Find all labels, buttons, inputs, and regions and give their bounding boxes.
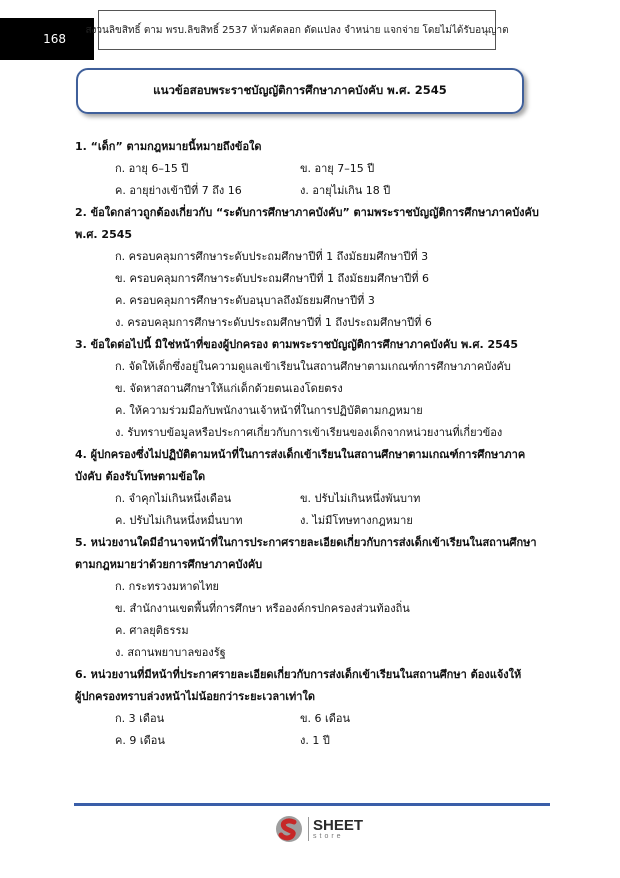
option-d: ง. ครอบคลุมการศึกษาระดับประถมศึกษาปีที่ 1 ถึงประถมศึกษาปีที่ 6 — [115, 316, 432, 329]
option-b: ข. จัดหาสถานศึกษาให้แก่เด็กด้วยตนเองโดยตรง — [115, 382, 343, 395]
option-row — [75, 180, 540, 202]
question-4 — [75, 444, 540, 532]
question-1 — [75, 136, 540, 202]
option-row — [75, 488, 540, 510]
option-b: ข. ครอบคลุมการศึกษาระดับประถมศึกษาปีที่ 1 ถึงมัธยมศึกษาปีที่ 6 — [115, 272, 429, 285]
title-box — [76, 68, 524, 114]
question-stem: 1. “เด็ก” ตามกฎหมายนี้หมายถึงข้อใด — [75, 140, 262, 153]
option-a: ก. กระทรวงมหาดไทย — [115, 580, 219, 593]
option-d: ง. รับทราบข้อมูลหรือประกาศเกี่ยวกับการเข้าเรียนของเด็กจากหน่วยงานที่เกี่ยวข้อง — [115, 426, 503, 439]
question-stem-cont: ผู้ปกครองทราบล่วงหน้าไม่น้อยกว่าระยะเวลาเท่าใด — [75, 690, 315, 703]
option-d: ง. อายุไม่เกิน 18 ปี — [300, 184, 391, 197]
copyright-text: สงวนลิขสิทธิ์ ตาม พรบ.ลิขสิทธิ์ 2537 ห้ามคัดลอก ดัดแปลง จำหน่าย แจกจ่าย โดยไม่ได้รับอนุญาต — [85, 24, 509, 36]
option-a: ก. อายุ 6–15 ปี — [115, 162, 189, 175]
logo-divider — [308, 817, 309, 841]
option-row — [75, 158, 540, 180]
option-d: ง. 1 ปี — [300, 734, 330, 747]
s-logo-icon — [274, 814, 304, 844]
question-stem: 5. หน่วยงานใดมีอำนาจหน้าที่ในการประกาศรายละเอียดเกี่ยวกับการส่งเด็กเข้าเรียนในสถานศึกษา — [75, 536, 537, 549]
logo-text — [313, 818, 363, 840]
question-stem: 3. ข้อใดต่อไปนี้ มิใช่หน้าที่ของผู้ปกครอง ตามพระราชบัญญัติการศึกษาภาคบังคับ พ.ศ. 2545 — [75, 338, 519, 351]
question-stem-cont: พ.ศ. 2545 — [75, 228, 133, 241]
page-number-box — [0, 18, 94, 60]
option-b: ข. ปรับไม่เกินหนึ่งพันบาท — [300, 492, 421, 505]
option-c: ค. ครอบคลุมการศึกษาระดับอนุบาลถึงมัธยมศึกษาปีที่ 3 — [115, 294, 375, 307]
question-stem: 2. ข้อใดกล่าวถูกต้องเกี่ยวกับ “ระดับการศึกษาภาคบังคับ” ตามพระราชบัญญัติการศึกษาภาคบังคับ — [75, 206, 539, 219]
question-stem-cont: บังคับ ต้องรับโทษตามข้อใด — [75, 470, 206, 483]
option-b: ข. 6 เดือน — [300, 712, 351, 725]
option-d: ง. ไม่มีโทษทางกฎหมาย — [300, 514, 413, 527]
option-row — [75, 708, 540, 730]
logo-sub: store — [313, 833, 344, 840]
sheet-store-logo — [274, 814, 363, 844]
option-c: ค. ศาลยุติธรรม — [115, 624, 189, 637]
question-3 — [75, 334, 540, 444]
question-2 — [75, 202, 540, 334]
option-c: ค. 9 เดือน — [115, 734, 165, 747]
option-a: ก. จัดให้เด็กซึ่งอยู่ในความดูแลเข้าเรียนในสถานศึกษาตามเกณฑ์การศึกษาภาคบังคับ — [115, 360, 511, 373]
question-6 — [75, 664, 540, 752]
copyright-notice — [85, 10, 509, 50]
option-d: ง. สถานพยาบาลของรัฐ — [115, 646, 226, 659]
option-row — [75, 510, 540, 532]
question-list — [75, 136, 540, 752]
option-b: ข. อายุ 7–15 ปี — [300, 162, 375, 175]
question-stem: 6. หน่วยงานที่มีหน้าที่ประกาศรายละเอียดเกี่ยวกับการส่งเด็กเข้าเรียนในสถานศึกษา ต้องแจ้งให้ — [75, 668, 522, 681]
option-c: ค. ให้ความร่วมมือกับพนักงานเจ้าหน้าที่ในการปฏิบัติตามกฎหมาย — [115, 404, 423, 417]
option-a: ก. 3 เดือน — [115, 712, 165, 725]
option-b: ข. สำนักงานเขตพื้นที่การศึกษา หรือองค์กรปกครองส่วนท้องถิ่น — [115, 602, 410, 615]
page-title: แนวข้อสอบพระราชบัญญัติการศึกษาภาคบังคับ พ.ศ. 2545 — [153, 83, 447, 97]
option-row — [75, 730, 540, 752]
question-5 — [75, 532, 540, 664]
option-c: ค. อายุย่างเข้าปีที่ 7 ถึง 16 — [115, 184, 242, 197]
footer-divider — [74, 803, 550, 806]
question-stem: 4. ผู้ปกครองซึ่งไม่ปฏิบัติตามหน้าที่ในการส่งเด็กเข้าเรียนในสถานศึกษาตามเกณฑ์การศึกษาภาค — [75, 448, 526, 461]
logo-word: SHEET — [313, 817, 364, 834]
option-a: ก. ครอบคลุมการศึกษาระดับประถมศึกษาปีที่ 1 ถึงมัธยมศึกษาปีที่ 3 — [115, 250, 429, 263]
option-c: ค. ปรับไม่เกินหนึ่งหมื่นบาท — [115, 514, 243, 527]
option-a: ก. จำคุกไม่เกินหนึ่งเดือน — [115, 492, 232, 505]
question-stem-cont: ตามกฎหมายว่าด้วยการศึกษาภาคบังคับ — [75, 558, 263, 571]
page-number: 168 — [43, 32, 66, 46]
